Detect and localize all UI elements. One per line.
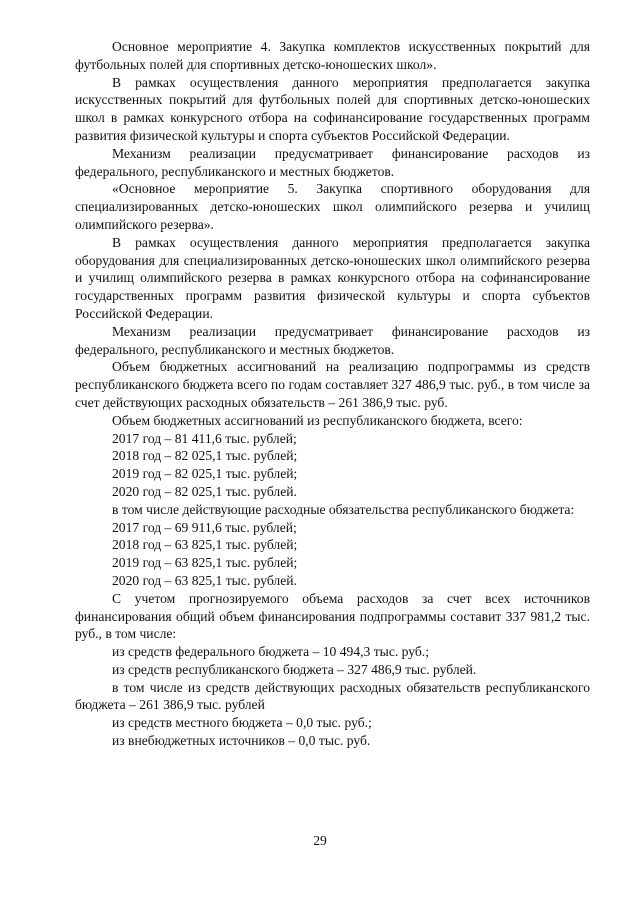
- paragraph: Объем бюджетных ассигнований на реализацию подпрограммы из средств республиканского бюджета всего по годам составляет 327 486,9 тыс. руб., в том числе за счет действующих расходных обязательств – 261 386,9 тыс. руб.: [75, 359, 590, 410]
- paragraph: Механизм реализации предусматривает финансирование расходов из федерального, республиканского и местных бюджетов.: [75, 323, 590, 357]
- paragraph: Объем бюджетных ассигнований из республиканского бюджета, всего:: [112, 412, 523, 428]
- paragraph: Основное мероприятие 4. Закупка комплектов искусственных покрытий для футбольных полей для спортивных детско-юношеских школ».: [75, 39, 590, 72]
- list-item: из средств местного бюджета – 0,0 тыс. руб.;: [112, 715, 372, 731]
- page-number: 29: [313, 833, 327, 848]
- paragraph: Механизм реализации предусматривает финансирование расходов из федерального, республиканского и местных бюджетов.: [75, 145, 590, 179]
- list-item: 2018 год – 63 825,1 тыс. рублей;: [112, 537, 298, 553]
- list-item: из внебюджетных источников – 0,0 тыс. руб.: [112, 733, 371, 749]
- paragraph: В рамках осуществления данного мероприятия предполагается закупка искусственных покрытий для футбольных полей для спортивных детско-юношеских школ в рамках конкурсного отбора на софинансирование государственных программ развития физической культуры и спорта субъектов Российской Федерации.: [75, 74, 590, 143]
- document-body: [75, 38, 590, 750]
- paragraph: В рамках осуществления данного мероприятия предполагается закупка оборудования для специализированных детско-юношеских школ олимпийского резерва и училищ олимпийского резерва в рамках конкурсного отбора на софинансирование государственных программ развития физической культуры и спорта субъектов Российской Федерации.: [75, 234, 590, 321]
- paragraph: С учетом прогнозируемого объема расходов за счет всех источников финансирования общий объем финансирования подпрограммы составит 337 981,2 тыс. руб., в том числе:: [75, 590, 590, 642]
- list-item: 2017 год – 81 411,6 тыс. рублей;: [112, 430, 297, 446]
- list-item: 2019 год – 82 025,1 тыс. рублей;: [112, 466, 298, 482]
- list-item: 2019 год – 63 825,1 тыс. рублей;: [112, 555, 298, 571]
- list-item: 2020 год – 82 025,1 тыс. рублей.: [112, 483, 297, 499]
- list-item: 2017 год – 69 911,6 тыс. рублей;: [112, 519, 297, 535]
- list-item: 2020 год – 63 825,1 тыс. рублей.: [112, 572, 297, 588]
- paragraph: в том числе действующие расходные обязательства республиканского бюджета:: [112, 501, 575, 517]
- paragraph: в том числе из средств действующих расходных обязательств республиканского бюджета – 261 386,9 тыс. рублей: [75, 679, 590, 713]
- list-item: 2018 год – 82 025,1 тыс. рублей;: [112, 448, 298, 464]
- list-item: из средств федерального бюджета – 10 494,3 тыс. руб.;: [112, 644, 429, 660]
- list-item: из средств республиканского бюджета – 327 486,9 тыс. рублей.: [112, 661, 477, 677]
- paragraph: «Основное мероприятие 5. Закупка спортивного оборудования для специализированных детско-юношеских школ олимпийского резерва и училищ олимпийского резерва».: [75, 181, 590, 232]
